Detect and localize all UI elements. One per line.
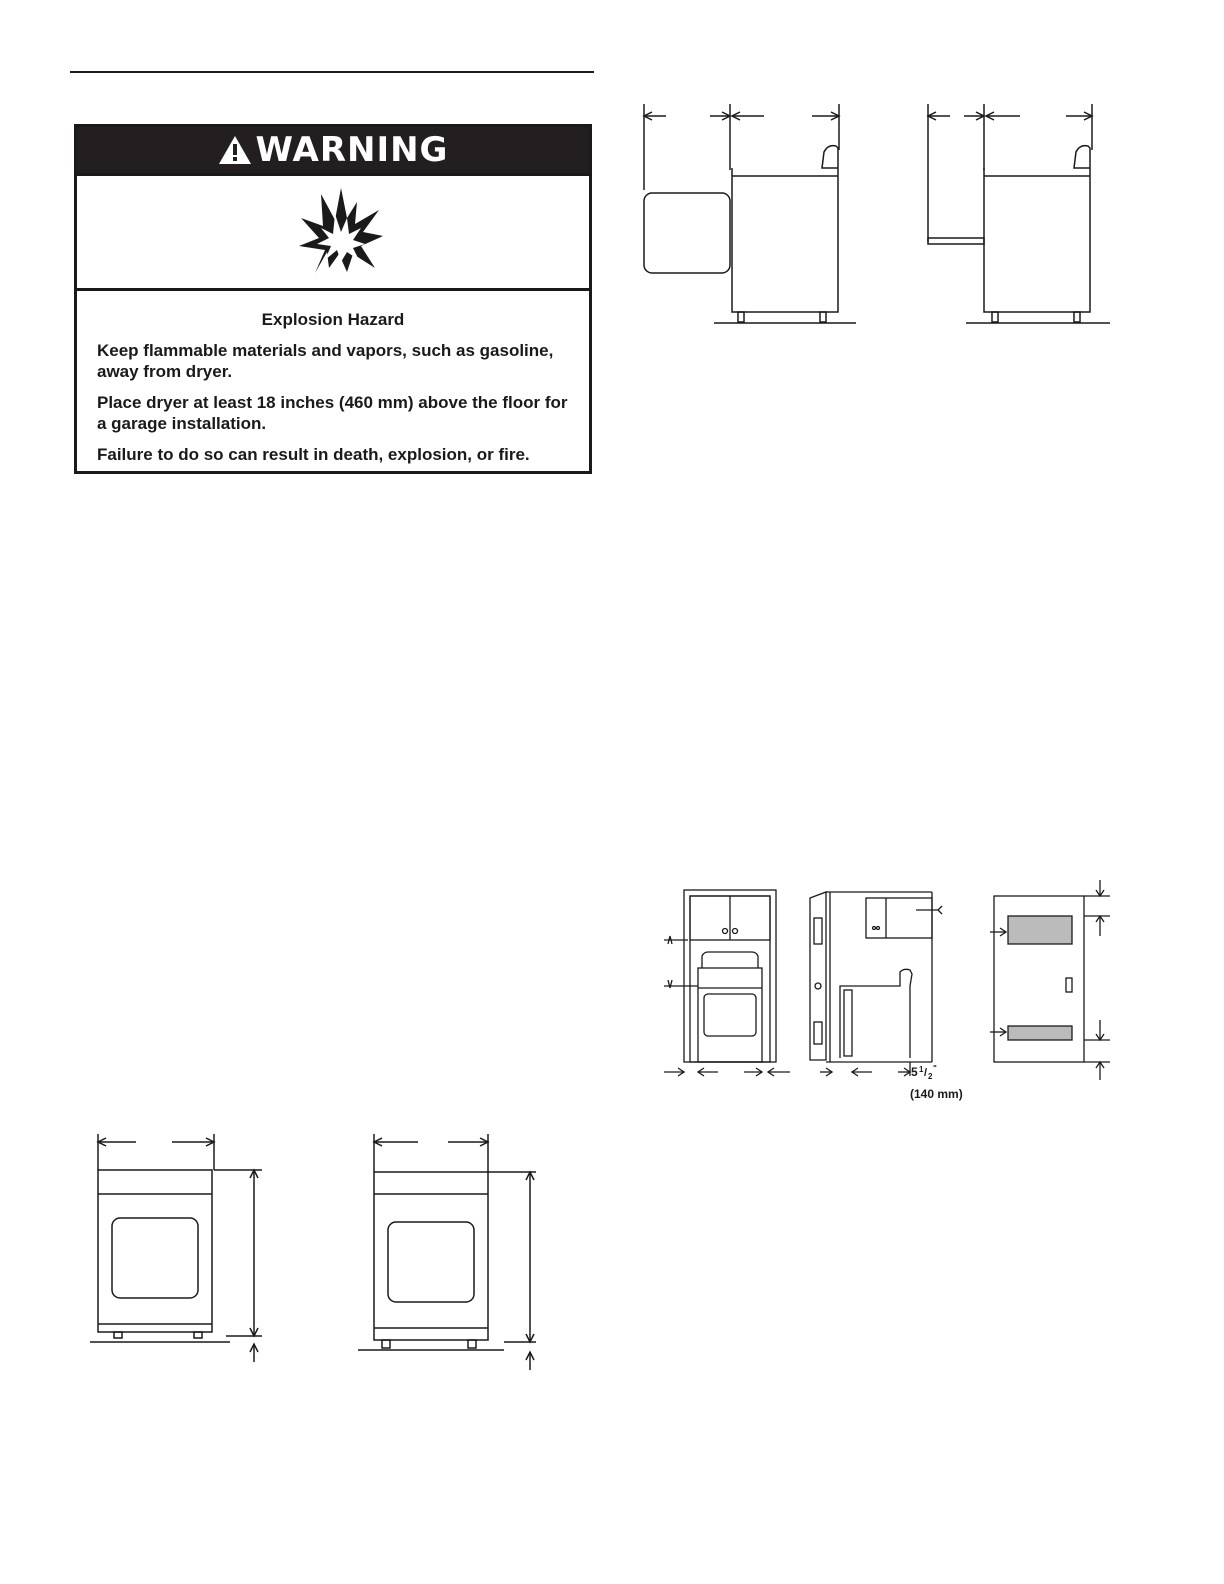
front-dimensions-diagram <box>86 1130 546 1370</box>
warning-title: WARNING <box>255 130 449 170</box>
dim-label-slash: / <box>924 1067 928 1079</box>
dim-label-mm: (140 mm) <box>910 1087 963 1101</box>
alert-triangle-icon <box>218 134 252 166</box>
warning-symbol-row <box>77 173 589 291</box>
warning-text <box>77 291 589 465</box>
hazard-title: Explosion Hazard <box>261 310 405 329</box>
closet-installation-diagram <box>660 876 1110 1111</box>
warning-line-3: Failure to do so can result in death, explosion, or fire. <box>97 445 530 464</box>
dim-label-fraction-den: 2 <box>928 1072 933 1081</box>
explosion-icon <box>295 188 385 276</box>
dim-label-quote: " <box>933 1064 937 1073</box>
door-clearance-diagram <box>630 100 1130 340</box>
warning-line-2: Place dryer at least 18 inches (460 mm) above the floor for a garage installation. <box>97 393 568 433</box>
dim-label-inches: 5 <box>911 1065 918 1079</box>
warning-box <box>74 124 592 474</box>
top-rule <box>70 71 594 73</box>
warning-line-1: Keep flammable materials and vapors, such as gasoline, away from dryer. <box>97 341 554 381</box>
dim-label-fraction-num: 1 <box>919 1065 924 1074</box>
warning-header <box>77 127 589 173</box>
